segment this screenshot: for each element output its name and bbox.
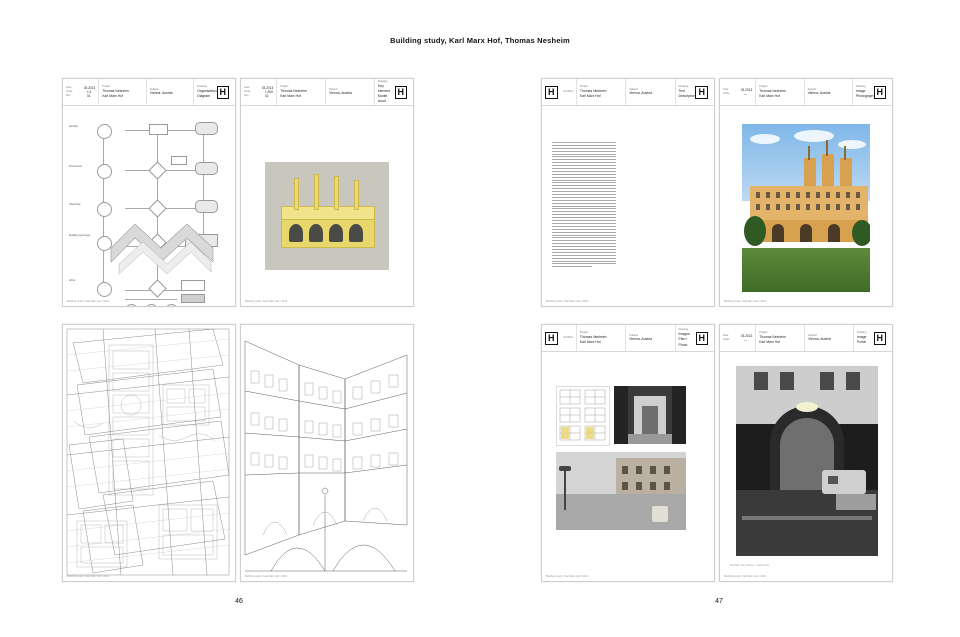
value-scale: — bbox=[744, 92, 748, 96]
text-line bbox=[552, 188, 616, 189]
value-date: 03.2013 bbox=[740, 88, 753, 92]
organisation-diagram bbox=[63, 106, 235, 306]
value-drawing: Key element bbox=[377, 83, 390, 93]
text-line bbox=[552, 162, 616, 163]
text-line bbox=[552, 182, 616, 183]
value-project-name: Karl Marx Hof bbox=[579, 93, 601, 98]
page-title: Building study, Karl Marx Hof, Thomas Nesheim bbox=[390, 36, 570, 45]
text-line bbox=[552, 220, 616, 221]
photograph-archway-portal bbox=[736, 366, 878, 556]
header-meta bbox=[720, 325, 756, 351]
text-line bbox=[552, 229, 616, 230]
value-subject: Vienna, Austria bbox=[329, 91, 352, 96]
page-number-right: 47 bbox=[715, 598, 723, 605]
studio-logo-icon: H bbox=[695, 86, 708, 99]
diagram-node[interactable] bbox=[148, 199, 166, 217]
label-date: Date bbox=[66, 86, 72, 89]
diagram-node[interactable] bbox=[195, 122, 218, 135]
sheet-portal-photograph[interactable] bbox=[719, 324, 893, 582]
label-project: Project bbox=[280, 84, 289, 88]
diagram-node[interactable] bbox=[97, 202, 112, 217]
header-project bbox=[577, 79, 626, 105]
value-drawing-2: Photograph bbox=[855, 93, 874, 98]
value-project-author: Thomas Nesheim bbox=[759, 334, 786, 339]
studio-logo-icon: H bbox=[545, 86, 558, 99]
text-line bbox=[552, 203, 616, 204]
photograph-street-view bbox=[556, 452, 686, 530]
text-line bbox=[552, 261, 616, 262]
label-date: 03.2013 bbox=[563, 336, 573, 340]
label-drawing: Drawing bbox=[678, 84, 689, 88]
text-line bbox=[552, 240, 616, 241]
header-subject bbox=[805, 325, 854, 351]
sheet-header bbox=[542, 325, 714, 352]
label-drawing: Drawing bbox=[197, 84, 207, 88]
value-project-author: Thomas Nesheim bbox=[102, 88, 129, 93]
photograph-karl-marx-hof-exterior bbox=[742, 124, 870, 292]
sheet-body bbox=[63, 106, 235, 306]
model-photograph bbox=[265, 162, 389, 270]
sheet-colour-photograph[interactable] bbox=[719, 78, 893, 307]
label-subject: Subject bbox=[149, 87, 159, 91]
sheet-footer: Building study / Karl Marx Hof / 2013 bbox=[724, 575, 767, 578]
value-drawing-2: Model, wood bbox=[377, 93, 389, 104]
sheet-header bbox=[63, 79, 235, 106]
diagram-node[interactable] bbox=[195, 162, 218, 175]
diagram-node[interactable] bbox=[97, 282, 112, 297]
diagram-node[interactable] bbox=[165, 304, 178, 307]
label-drawing: Drawing bbox=[678, 328, 689, 332]
label-scale: Scale bbox=[723, 92, 730, 95]
label-scale: Scale bbox=[723, 338, 730, 341]
text-line bbox=[552, 142, 616, 143]
value-drawing-2: Diagram bbox=[197, 93, 211, 98]
text-line bbox=[552, 226, 616, 227]
text-line bbox=[552, 197, 616, 198]
diagram-node[interactable] bbox=[195, 200, 218, 213]
site-plan-drawing bbox=[63, 325, 235, 581]
value-subject: Vienna, Austria bbox=[808, 337, 831, 342]
header-logo-cell bbox=[542, 79, 577, 105]
sheet-site-plan[interactable] bbox=[62, 324, 236, 582]
value-drawing-2: Portal bbox=[856, 339, 866, 344]
sheet-footer: Building study / Karl Marx Hof / 2013 bbox=[546, 575, 589, 578]
sheet-body bbox=[241, 325, 413, 581]
sheet-footer: Building study / Karl Marx Hof / 2013 bbox=[245, 300, 288, 303]
header-drawing bbox=[676, 325, 714, 351]
text-line bbox=[552, 177, 616, 178]
text-line bbox=[552, 217, 616, 218]
studio-logo-icon: H bbox=[696, 332, 709, 345]
value-date: 03.2013 bbox=[740, 334, 753, 338]
diagram-node[interactable] bbox=[148, 161, 166, 179]
value-drawing-2: Description bbox=[678, 93, 696, 98]
sheet-description-text[interactable] bbox=[541, 78, 715, 307]
diagram-node[interactable] bbox=[149, 124, 168, 135]
text-line bbox=[552, 151, 616, 152]
value-scale: 1:200 bbox=[265, 90, 273, 94]
header-project bbox=[756, 325, 805, 351]
value-subject: Vienna, Austria bbox=[629, 337, 652, 342]
value-rev: 01 bbox=[87, 94, 91, 98]
text-line bbox=[552, 246, 616, 247]
header-project bbox=[577, 325, 626, 351]
text-line bbox=[552, 211, 616, 212]
text-line bbox=[552, 191, 616, 192]
label-subject: Subject bbox=[629, 87, 638, 91]
text-line bbox=[552, 185, 616, 186]
value-drawing: Organisation bbox=[197, 88, 217, 93]
value-project-author: Thomas Nesheim bbox=[759, 88, 786, 93]
diagram-group-label-identity: identity bbox=[69, 124, 78, 128]
label-rev: Rev bbox=[66, 94, 71, 97]
perspective-drawing bbox=[241, 325, 413, 581]
text-line bbox=[552, 154, 616, 155]
value-drawing: Text bbox=[678, 88, 685, 93]
text-line bbox=[552, 237, 616, 238]
sheet-footer: Building study / Karl Marx Hof / 2013 bbox=[546, 300, 589, 303]
value-project-name: Karl Marx Hof bbox=[759, 93, 780, 98]
diagram-massing-graphic bbox=[109, 218, 219, 285]
sheet-model-photo[interactable] bbox=[240, 78, 414, 307]
sheet-header bbox=[241, 79, 413, 106]
studio-logo-icon: H bbox=[874, 86, 887, 99]
label-date: Date bbox=[723, 334, 729, 337]
header-subject bbox=[147, 79, 195, 105]
header-meta bbox=[63, 79, 99, 105]
diagram-group-label-processes: Processes bbox=[69, 164, 83, 168]
sheet-footer: Building study / Karl Marx Hof / 2013 bbox=[67, 575, 110, 578]
diagram-node[interactable] bbox=[181, 294, 205, 303]
label-project: Project bbox=[579, 84, 588, 88]
text-line bbox=[552, 180, 616, 181]
text-line bbox=[552, 214, 616, 215]
studio-logo-icon: H bbox=[874, 332, 887, 345]
label-drawing: Drawing bbox=[377, 79, 388, 83]
studio-logo-icon: H bbox=[545, 332, 558, 345]
text-line bbox=[552, 243, 616, 244]
label-rev: Rev bbox=[244, 94, 249, 97]
label-subject: Subject bbox=[329, 87, 338, 91]
sheet-body bbox=[241, 106, 413, 306]
label-project: Project bbox=[102, 84, 111, 88]
sheet-header bbox=[720, 79, 892, 106]
header-subject bbox=[626, 79, 675, 105]
value-project-author: Thomas Nesheim bbox=[280, 88, 307, 93]
header-subject bbox=[326, 79, 375, 105]
label-project: Project bbox=[759, 84, 768, 88]
photo-caption: Karl Marx Hof, Vienna — study notes bbox=[730, 564, 770, 567]
sheet-header bbox=[720, 325, 892, 352]
text-line bbox=[552, 171, 616, 172]
label-project: Project bbox=[759, 330, 768, 334]
text-line bbox=[552, 156, 616, 157]
value-subject: Vienna, Austria bbox=[149, 91, 173, 96]
text-line bbox=[552, 258, 616, 259]
label-date: 03.2013 bbox=[563, 90, 573, 94]
header-project bbox=[277, 79, 326, 105]
text-line bbox=[552, 249, 616, 250]
sheet-plan-and-photographs[interactable] bbox=[541, 324, 715, 582]
label-scale: Scale bbox=[244, 90, 251, 93]
diagram-node[interactable] bbox=[97, 124, 112, 139]
label-date: Date bbox=[244, 86, 250, 89]
text-line bbox=[552, 235, 616, 236]
header-subject bbox=[626, 325, 675, 351]
label-scale: Scale bbox=[66, 90, 73, 93]
body-paragraph bbox=[552, 142, 616, 269]
sheet-perspective-drawing[interactable] bbox=[240, 324, 414, 582]
header-project bbox=[99, 79, 147, 105]
header-logo-cell bbox=[542, 325, 577, 351]
header-drawing bbox=[676, 79, 714, 105]
value-project-name: Karl Marx Hof bbox=[759, 339, 780, 344]
value-rev: 02 bbox=[265, 94, 269, 98]
text-line bbox=[552, 148, 616, 149]
diagram-group-label-typology: building typology bbox=[69, 233, 90, 237]
sheet-footer: Building study / Karl Marx Hof / 2013 bbox=[724, 300, 767, 303]
label-project: Project bbox=[579, 330, 588, 334]
text-line bbox=[552, 145, 616, 146]
value-project-name: Karl Marx Hof bbox=[280, 93, 301, 98]
value-project-author: Thomas Nesheim bbox=[579, 334, 607, 339]
sheet-organisation-diagram[interactable] bbox=[62, 78, 236, 307]
text-line bbox=[552, 263, 616, 264]
header-drawing bbox=[854, 325, 892, 351]
header-meta bbox=[241, 79, 277, 105]
sheet-header bbox=[542, 79, 714, 106]
sheet-body bbox=[720, 352, 892, 581]
text-line bbox=[552, 174, 616, 175]
header-subject bbox=[805, 79, 853, 105]
label-drawing: Drawing bbox=[856, 330, 867, 334]
text-line bbox=[552, 165, 616, 166]
header-meta bbox=[720, 79, 756, 105]
studio-logo-icon: H bbox=[217, 86, 230, 99]
label-subject: Subject bbox=[807, 87, 817, 91]
text-line bbox=[552, 255, 616, 256]
value-date: 03.2013 bbox=[261, 86, 274, 90]
value-drawing: Image bbox=[855, 88, 866, 93]
sheet-footer: Building study / Karl Marx Hof / 2013 bbox=[67, 300, 110, 303]
value-subject: Vienna, Austria bbox=[629, 91, 652, 96]
diagram-node[interactable] bbox=[181, 280, 205, 291]
diagram-group-label-urbis: urbis bbox=[69, 278, 76, 282]
diagram-connector bbox=[125, 299, 177, 300]
sheet-body bbox=[542, 106, 714, 306]
label-subject: Subject bbox=[808, 333, 817, 337]
text-line bbox=[552, 200, 616, 201]
text-line bbox=[552, 208, 616, 209]
text-line bbox=[552, 223, 616, 224]
text-line bbox=[552, 168, 616, 169]
label-subject: Subject bbox=[629, 333, 638, 337]
text-line bbox=[552, 252, 616, 253]
diagram-node[interactable] bbox=[97, 164, 112, 179]
page-number-left: 46 bbox=[235, 598, 243, 605]
sheet-body bbox=[63, 325, 235, 581]
diagram-node[interactable] bbox=[171, 156, 187, 165]
text-line bbox=[552, 159, 616, 160]
text-line bbox=[552, 232, 616, 233]
value-scale: 1:1 bbox=[87, 90, 92, 94]
value-project-name: Karl Marx Hof bbox=[102, 93, 123, 98]
value-scale: — bbox=[744, 338, 748, 342]
header-drawing bbox=[375, 79, 413, 105]
label-date: Date bbox=[723, 88, 729, 91]
text-line bbox=[552, 206, 616, 207]
value-date: 03.2013 bbox=[83, 86, 96, 90]
header-project bbox=[756, 79, 804, 105]
label-drawing: Drawing bbox=[855, 84, 866, 88]
value-drawing: Image bbox=[856, 334, 867, 339]
value-drawing: Images bbox=[678, 332, 690, 337]
sheet-body bbox=[720, 106, 892, 306]
value-project-name: Karl Marx Hof bbox=[579, 339, 601, 344]
diagram-node[interactable] bbox=[145, 304, 158, 307]
text-line bbox=[552, 194, 616, 195]
diagram-node[interactable] bbox=[125, 304, 138, 307]
header-drawing bbox=[853, 79, 892, 105]
diagram-group-label-interiority: Interiority bbox=[69, 202, 81, 206]
header-drawing bbox=[194, 79, 235, 105]
plan-thumbnails-grid bbox=[556, 386, 610, 446]
text-line bbox=[552, 266, 592, 267]
photograph-interior-corridor bbox=[614, 386, 686, 444]
value-project-author: Thomas Nesheim bbox=[579, 88, 607, 93]
value-drawing-2: Plan / Photo bbox=[678, 337, 688, 347]
value-subject: Vienna, Austria bbox=[807, 91, 831, 96]
sheet-footer: Building study / Karl Marx Hof / 2013 bbox=[245, 575, 288, 578]
sheet-body bbox=[542, 352, 714, 581]
studio-logo-icon: H bbox=[395, 86, 408, 99]
